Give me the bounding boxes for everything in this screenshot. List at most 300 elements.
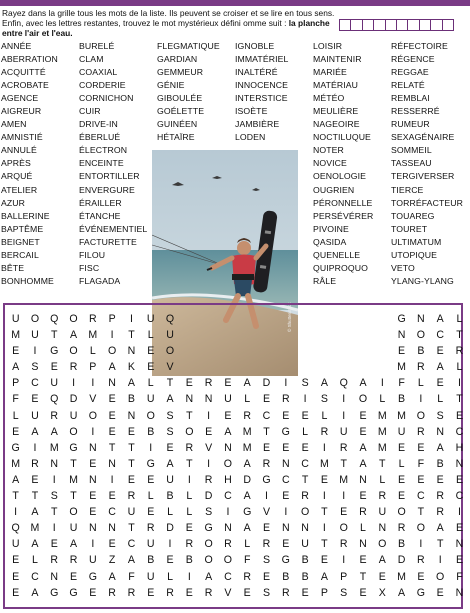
grid-cell[interactable]: S — [436, 409, 444, 422]
grid-cell[interactable]: B — [185, 554, 193, 567]
grid-cell[interactable]: N — [378, 522, 387, 535]
grid-cell[interactable]: F — [128, 570, 135, 583]
grid-cell[interactable]: E — [12, 586, 20, 599]
word-list-item[interactable]: RELATÉ — [391, 80, 425, 91]
grid-cell[interactable]: E — [108, 393, 116, 406]
grid-cell[interactable]: A — [359, 441, 367, 454]
grid-cell[interactable]: R — [127, 490, 136, 503]
grid-cell[interactable]: M — [242, 441, 252, 454]
grid-cell[interactable]: F — [456, 570, 463, 583]
grid-cell[interactable]: B — [166, 490, 174, 503]
grid-cell[interactable]: R — [243, 409, 252, 422]
grid-cell[interactable]: B — [398, 393, 406, 406]
grid-cell[interactable]: E — [147, 506, 155, 519]
grid-cell[interactable]: A — [70, 329, 78, 342]
grid-cell[interactable]: N — [127, 409, 136, 422]
grid-cell[interactable]: A — [398, 586, 406, 599]
grid-cell[interactable]: U — [89, 554, 97, 567]
grid-cell[interactable]: E — [224, 409, 232, 422]
grid-cell[interactable]: T — [128, 522, 135, 535]
grid-cell[interactable]: U — [31, 409, 39, 422]
word-list-item[interactable]: FLEGMATIQUE — [157, 41, 220, 51]
grid-cell[interactable]: N — [89, 473, 97, 486]
grid-cell[interactable]: B — [398, 538, 406, 551]
grid-cell[interactable]: L — [302, 425, 309, 438]
grid-cell[interactable]: E — [417, 570, 425, 583]
grid-cell[interactable]: M — [377, 441, 387, 454]
grid-cell[interactable]: O — [69, 425, 78, 438]
grid-cell[interactable]: R — [204, 586, 213, 599]
grid-cell[interactable]: S — [340, 586, 348, 599]
word-list-item[interactable]: FLAGADA — [79, 275, 121, 286]
grid-cell[interactable]: N — [417, 313, 425, 325]
grid-cell[interactable]: R — [417, 425, 425, 438]
grid-cell[interactable]: O — [436, 570, 445, 583]
grid-cell[interactable]: R — [204, 473, 213, 486]
grid-cell[interactable]: T — [128, 329, 135, 342]
word-list-item[interactable]: OENOLOGIE — [313, 171, 367, 182]
word-list-item[interactable]: ARQUÉ — [1, 171, 33, 182]
grid-cell[interactable]: E — [185, 586, 193, 599]
grid-cell[interactable]: E — [185, 377, 193, 390]
grid-cell[interactable]: N — [436, 425, 444, 438]
grid-cell[interactable]: S — [166, 409, 174, 422]
grid-cell[interactable]: E — [243, 586, 251, 599]
word-list-item[interactable]: PÉRONNELLE — [313, 197, 373, 208]
word-list-item[interactable]: CORNICHON — [79, 93, 134, 104]
word-list-item[interactable]: ISOÈTE — [235, 106, 268, 117]
word-list-item[interactable]: AGENCE — [1, 93, 39, 104]
grid-cell[interactable]: E — [12, 554, 20, 567]
word-list-item[interactable]: FACTURETTE — [79, 236, 137, 247]
grid-cell[interactable]: R — [378, 490, 387, 503]
word-list-item[interactable]: RESSERRÉ — [391, 106, 440, 117]
grid-cell[interactable]: G — [69, 586, 78, 599]
word-list-item[interactable]: MATÉRIAU — [313, 80, 359, 91]
grid-cell[interactable]: G — [397, 313, 406, 325]
grid-cell[interactable]: B — [301, 570, 309, 583]
word-list-item[interactable]: REMBLAI — [391, 93, 430, 104]
grid-cell[interactable]: V — [205, 441, 213, 454]
word-list-item[interactable]: RUMEUR — [391, 119, 430, 130]
grid-cell[interactable]: L — [360, 522, 366, 535]
grid-cell[interactable]: E — [147, 473, 155, 486]
word-list-item[interactable]: CORDERIE — [79, 80, 126, 91]
grid-cell[interactable]: L — [31, 554, 38, 567]
word-list-item[interactable]: ÉBERLUÉ — [79, 132, 121, 143]
grid-cell[interactable]: A — [436, 361, 444, 374]
word-list-item[interactable]: TIERCE — [391, 184, 424, 195]
grid-cell[interactable]: V — [224, 586, 232, 599]
grid-cell[interactable]: E — [417, 441, 425, 454]
grid-cell[interactable]: I — [187, 473, 191, 486]
grid-cell[interactable]: C — [224, 570, 232, 583]
grid-cell[interactable]: T — [456, 393, 463, 406]
grid-cell[interactable]: I — [187, 570, 191, 583]
word-list-item[interactable]: NOCTILUQUE — [313, 132, 371, 143]
grid-cell[interactable]: R — [262, 538, 271, 551]
grid-cell[interactable]: N — [397, 329, 406, 342]
grid-cell[interactable]: G — [50, 345, 59, 358]
grid-cell[interactable]: R — [417, 361, 425, 374]
word-list-item[interactable]: MAINTENIR — [313, 54, 362, 65]
grid-cell[interactable]: G — [262, 473, 271, 486]
grid-cell[interactable]: R — [50, 554, 59, 567]
grid-cell[interactable]: Q — [11, 522, 20, 535]
grid-cell[interactable]: A — [166, 457, 174, 470]
grid-cell[interactable]: N — [50, 570, 59, 583]
grid-cell[interactable]: E — [12, 570, 20, 583]
grid-cell[interactable]: E — [455, 409, 464, 422]
grid-cell[interactable]: A — [127, 554, 135, 567]
word-list-item[interactable]: LODEN — [235, 132, 266, 143]
grid-cell[interactable]: G — [281, 425, 290, 438]
grid-cell[interactable]: D — [262, 377, 271, 390]
word-list-item[interactable]: CLAM — [79, 54, 104, 65]
grid-cell[interactable]: E — [398, 441, 406, 454]
grid-cell[interactable]: T — [70, 490, 77, 503]
grid-cell[interactable]: E — [417, 473, 425, 486]
grid-cell[interactable]: I — [265, 490, 268, 503]
word-list-item[interactable]: ENVERGURE — [79, 184, 135, 195]
grid-cell[interactable]: E — [359, 586, 367, 599]
grid-cell[interactable]: I — [91, 425, 95, 438]
grid-cell[interactable]: T — [340, 457, 347, 470]
grid-cell[interactable]: E — [282, 490, 290, 503]
grid-cell[interactable]: O — [358, 393, 368, 406]
word-list-item[interactable]: FILOU — [79, 249, 106, 260]
grid-cell[interactable]: R — [436, 490, 444, 503]
word-list-item[interactable]: SEXAGÉNAIRE — [391, 132, 455, 143]
grid-cell[interactable]: I — [33, 441, 37, 454]
word-list-item[interactable]: YLANG-YLANG — [391, 275, 454, 286]
grid-cell[interactable]: R — [320, 425, 329, 438]
grid-cell[interactable]: E — [359, 409, 367, 422]
grid-cell[interactable]: U — [378, 506, 387, 519]
grid-cell[interactable]: O — [416, 522, 425, 535]
grid-cell[interactable]: G — [50, 586, 59, 599]
word-list-item[interactable]: REGGAE — [391, 67, 429, 78]
word-list-item[interactable]: ANNULÉ — [1, 145, 37, 156]
word-list-item[interactable]: AMEN — [1, 119, 27, 130]
grid-cell[interactable]: N — [301, 522, 309, 535]
grid-cell[interactable]: L — [379, 393, 386, 406]
grid-cell[interactable]: T — [263, 425, 270, 438]
grid-cell[interactable]: I — [342, 554, 346, 567]
grid-cell[interactable]: A — [12, 473, 20, 486]
grid-cell[interactable]: C — [301, 457, 309, 470]
grid-cell[interactable]: B — [436, 457, 444, 470]
grid-cell[interactable]: M — [377, 425, 387, 438]
grid-cell[interactable]: L — [398, 457, 405, 470]
grid-cell[interactable]: E — [89, 586, 97, 599]
grid-cell[interactable]: T — [12, 490, 19, 503]
grid-cell[interactable]: P — [320, 586, 328, 599]
grid-cell[interactable]: A — [12, 361, 20, 374]
word-list-item[interactable]: RÉGENCE — [391, 54, 435, 65]
grid-cell[interactable]: T — [417, 506, 425, 519]
grid-cell[interactable]: L — [456, 313, 463, 325]
grid-cell[interactable]: L — [456, 361, 463, 374]
grid-cell[interactable]: S — [262, 554, 271, 567]
grid-cell[interactable]: G — [416, 586, 425, 599]
word-list-item[interactable]: ÉRAILLER — [79, 197, 122, 208]
grid-cell[interactable]: B — [417, 345, 425, 358]
word-list-item[interactable]: DRIVE-IN — [79, 119, 118, 130]
grid-cell[interactable]: O — [416, 409, 425, 422]
grid-cell[interactable]: M — [339, 473, 349, 486]
grid-cell[interactable]: I — [14, 506, 18, 519]
grid-cell[interactable]: E — [282, 538, 290, 551]
grid-cell[interactable]: A — [359, 457, 367, 470]
grid-cell[interactable]: C — [455, 490, 464, 503]
grid-cell[interactable]: R — [281, 586, 290, 599]
grid-cell[interactable]: A — [378, 554, 386, 567]
grid-cell[interactable]: L — [437, 393, 444, 406]
grid-cell[interactable]: L — [12, 409, 19, 422]
grid-cell[interactable]: G — [243, 506, 252, 519]
grid-cell[interactable]: U — [127, 506, 136, 519]
grid-cell[interactable]: O — [69, 345, 78, 358]
word-list-item[interactable]: AMNISTIÉ — [1, 132, 43, 143]
grid-cell[interactable]: E — [262, 570, 271, 583]
word-list-item[interactable]: ANNÉE — [1, 41, 32, 51]
grid-cell[interactable]: E — [301, 409, 309, 422]
word-list-item[interactable]: PERSÉVÉRER — [313, 210, 374, 221]
grid-cell[interactable]: V — [166, 361, 174, 374]
grid-cell[interactable]: I — [284, 506, 288, 519]
grid-cell[interactable]: I — [52, 473, 56, 486]
grid-cell[interactable]: O — [204, 554, 213, 567]
grid-cell[interactable]: T — [456, 329, 463, 342]
word-list-item[interactable]: BEIGNET — [1, 236, 40, 247]
grid-cell[interactable]: E — [50, 538, 58, 551]
grid-cell[interactable]: R — [89, 313, 97, 325]
grid-cell[interactable]: O — [69, 506, 78, 519]
grid-cell[interactable]: A — [359, 377, 367, 390]
grid-cell[interactable]: C — [281, 473, 290, 486]
word-list-item[interactable]: INALTÉRÉ — [235, 67, 278, 78]
grid-cell[interactable]: B — [147, 554, 155, 567]
grid-cell[interactable]: C — [417, 490, 425, 503]
grid-cell[interactable]: H — [455, 441, 464, 454]
grid-cell[interactable]: E — [224, 377, 232, 390]
word-list-item[interactable]: TOUAREG — [391, 210, 435, 221]
grid-cell[interactable]: S — [31, 361, 39, 374]
grid-cell[interactable]: I — [91, 538, 95, 551]
grid-cell[interactable]: T — [51, 506, 58, 519]
word-list-item[interactable]: QUENELLE — [313, 249, 361, 260]
grid-cell[interactable]: O — [300, 506, 310, 519]
grid-cell[interactable]: O — [416, 329, 425, 342]
grid-cell[interactable]: I — [458, 377, 461, 390]
grid-cell[interactable]: P — [340, 570, 348, 583]
grid-cell[interactable]: F — [417, 457, 425, 470]
grid-cell[interactable]: I — [342, 409, 346, 422]
grid-cell[interactable]: L — [167, 570, 173, 583]
word-list-item[interactable]: COAXIAL — [79, 67, 118, 78]
grid-cell[interactable]: E — [89, 490, 97, 503]
grid-cell[interactable]: G — [11, 441, 20, 454]
grid-cell[interactable]: R — [455, 345, 464, 358]
grid-cell[interactable]: I — [438, 554, 442, 567]
grid-cell[interactable]: U — [146, 570, 155, 583]
word-list-item[interactable]: LOISIR — [313, 41, 343, 51]
word-list-item[interactable]: ENTORTILLER — [79, 171, 140, 182]
grid-cell[interactable]: E — [108, 409, 116, 422]
grid-cell[interactable]: U — [11, 538, 20, 551]
grid-cell[interactable]: L — [147, 490, 154, 503]
word-list-item[interactable]: AZUR — [1, 197, 26, 208]
grid-cell[interactable]: G — [88, 570, 97, 583]
grid-cell[interactable]: I — [322, 441, 326, 454]
grid-cell[interactable]: M — [49, 441, 59, 454]
grid-cell[interactable]: D — [397, 554, 406, 567]
grid-cell[interactable]: A — [108, 570, 116, 583]
word-list-item[interactable]: NAGEOIRE — [313, 119, 360, 130]
grid-cell[interactable]: N — [359, 473, 367, 486]
grid-cell[interactable]: R — [262, 457, 271, 470]
grid-cell[interactable]: B — [301, 554, 309, 567]
grid-cell[interactable]: N — [108, 377, 116, 390]
grid-cell[interactable]: R — [224, 538, 232, 551]
grid-cell[interactable]: T — [186, 409, 193, 422]
grid-cell[interactable]: O — [165, 345, 175, 358]
grid-cell[interactable]: A — [166, 393, 174, 406]
grid-cell[interactable]: A — [436, 313, 444, 325]
grid-cell[interactable]: N — [108, 457, 116, 470]
grid-cell[interactable]: S — [50, 490, 58, 503]
grid-cell[interactable]: A — [436, 441, 444, 454]
grid-cell[interactable]: L — [244, 393, 251, 406]
grid-cell[interactable]: E — [262, 393, 271, 406]
grid-cell[interactable]: L — [186, 490, 193, 503]
grid-cell[interactable]: T — [128, 441, 135, 454]
grid-cell[interactable]: E — [282, 409, 290, 422]
grid-cell[interactable]: T — [31, 490, 39, 503]
grid-cell[interactable]: F — [243, 554, 251, 567]
word-list-item[interactable]: BERCAIL — [1, 249, 39, 260]
grid-cell[interactable]: M — [11, 457, 21, 470]
grid-cell[interactable]: E — [282, 441, 290, 454]
grid-cell[interactable]: E — [31, 393, 39, 406]
grid-cell[interactable]: M — [397, 361, 406, 374]
grid-cell[interactable]: S — [205, 506, 213, 519]
grid-cell[interactable]: R — [166, 586, 174, 599]
grid-cell[interactable]: R — [185, 441, 194, 454]
word-list-item[interactable]: ACQUITTÉ — [1, 67, 46, 78]
grid-cell[interactable]: O — [108, 345, 117, 358]
grid-cell[interactable]: N — [359, 538, 367, 551]
grid-cell[interactable]: E — [108, 490, 116, 503]
grid-cell[interactable]: I — [284, 377, 288, 390]
grid-cell[interactable]: G — [281, 554, 290, 567]
grid-cell[interactable]: C — [224, 490, 232, 503]
grid-cell[interactable]: E — [147, 345, 155, 358]
grid-cell[interactable]: R — [301, 490, 309, 503]
word-list-item[interactable]: ÉVÉNEMENTIEL — [79, 223, 148, 234]
grid-cell[interactable]: M — [88, 329, 98, 342]
grid-cell[interactable]: E — [359, 490, 367, 503]
grid-cell[interactable]: U — [146, 538, 155, 551]
grid-cell[interactable]: A — [108, 361, 116, 374]
grid-cell[interactable]: C — [262, 409, 271, 422]
grid-cell[interactable]: R — [281, 393, 290, 406]
grid-cell[interactable]: U — [166, 329, 174, 342]
grid-cell[interactable]: N — [455, 538, 464, 551]
word-list-item[interactable]: SOMMEIL — [391, 145, 432, 156]
word-list-item[interactable]: ÉLECTRON — [79, 145, 128, 156]
grid-cell[interactable]: E — [166, 441, 174, 454]
grid-cell[interactable]: E — [31, 473, 39, 486]
grid-cell[interactable]: E — [70, 570, 78, 583]
grid-cell[interactable]: E — [301, 441, 309, 454]
grid-cell[interactable]: L — [167, 506, 173, 519]
grid-cell[interactable]: E — [398, 490, 406, 503]
grid-cell[interactable]: L — [321, 409, 328, 422]
grid-cell[interactable]: E — [320, 554, 328, 567]
grid-cell[interactable]: D — [166, 522, 174, 535]
grid-cell[interactable]: E — [320, 473, 328, 486]
grid-cell[interactable]: Q — [339, 377, 348, 390]
grid-cell[interactable]: R — [339, 441, 348, 454]
grid-cell[interactable]: O — [88, 409, 97, 422]
grid-cell[interactable]: E — [12, 425, 20, 438]
word-list-item[interactable]: BONHOMME — [1, 275, 54, 286]
grid-cell[interactable]: E — [436, 473, 444, 486]
word-search-grid[interactable] — [6, 311, 469, 601]
grid-cell[interactable]: I — [168, 538, 172, 551]
grid-cell[interactable]: A — [70, 538, 78, 551]
word-list-item[interactable]: NOTER — [313, 145, 344, 156]
grid-cell[interactable]: L — [147, 329, 154, 342]
grid-cell[interactable]: N — [108, 522, 116, 535]
grid-cell[interactable]: N — [50, 457, 59, 470]
word-list-item[interactable]: FISC — [79, 262, 100, 273]
grid-cell[interactable]: Z — [108, 554, 116, 567]
grid-cell[interactable]: R — [185, 538, 194, 551]
grid-cell[interactable]: M — [319, 457, 329, 470]
grid-cell[interactable]: U — [224, 393, 232, 406]
grid-cell[interactable]: C — [436, 329, 444, 342]
grid-cell[interactable]: B — [127, 393, 135, 406]
grid-cell[interactable]: T — [166, 377, 174, 390]
grid-cell[interactable]: G — [204, 522, 213, 535]
grid-cell[interactable]: T — [321, 506, 328, 519]
grid-cell[interactable]: T — [436, 538, 444, 551]
grid-cell[interactable]: I — [91, 377, 95, 390]
grid-cell[interactable]: O — [223, 554, 233, 567]
grid-cell[interactable]: R — [436, 506, 444, 519]
grid-cell[interactable]: E — [378, 570, 386, 583]
grid-cell[interactable]: V — [89, 393, 97, 406]
grid-cell[interactable]: R — [359, 506, 367, 519]
grid-cell[interactable]: I — [72, 377, 76, 390]
grid-cell[interactable]: R — [69, 554, 78, 567]
word-list-item[interactable]: BURELÉ — [79, 41, 115, 51]
grid-cell[interactable]: R — [397, 522, 406, 535]
word-list-item[interactable]: RÉFECTOIRE — [391, 41, 448, 51]
grid-cell[interactable]: E — [89, 457, 97, 470]
grid-cell[interactable]: E — [12, 345, 20, 358]
grid-cell[interactable]: I — [52, 522, 56, 535]
word-list-item[interactable]: CUIR — [79, 106, 101, 117]
word-list-item[interactable]: JAMBIÈRE — [235, 119, 280, 130]
grid-cell[interactable]: U — [31, 329, 39, 342]
grid-cell[interactable]: R — [243, 570, 252, 583]
grid-cell[interactable]: M — [11, 329, 21, 342]
grid-cell[interactable]: I — [110, 473, 114, 486]
